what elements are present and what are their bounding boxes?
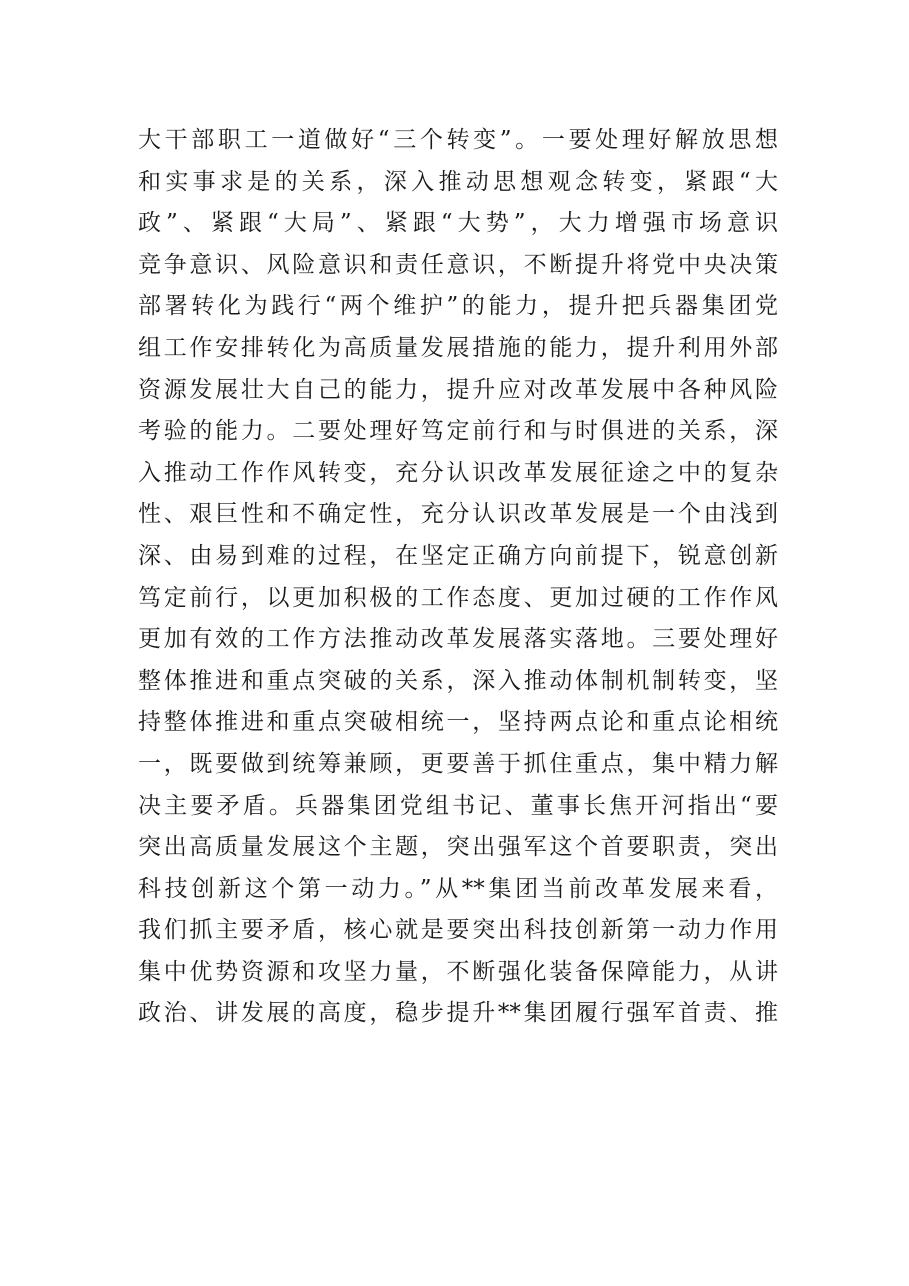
text-line: 政治、讲发展的高度，稳步提升**集团履行强军首责、推: [138, 1000, 778, 1027]
text-line: 持整体推进和重点突破相统一，坚持两点论和重点论相统: [138, 709, 778, 736]
text-line: 考验的能力。二要处理好笃定前行和与时俱进的关系，深: [138, 418, 778, 445]
body-text: [138, 120, 778, 1035]
text-line: 入推动工作作风转变，充分认识改革发展征途之中的复杂: [138, 459, 778, 486]
text-line: 性、艰巨性和不确定性，充分认识改革发展是一个由浅到: [138, 501, 778, 528]
text-line: 笃定前行，以更加积极的工作态度、更加过硬的工作作风: [138, 584, 778, 611]
text-line: 部署转化为践行“两个维护”的能力，提升把兵器集团党: [138, 293, 778, 320]
text-line: 资源发展壮大自己的能力，提升应对改革发展中各种风险: [138, 376, 778, 403]
text-line: 大干部职工一道做好“三个转变”。一要处理好解放思想: [138, 127, 778, 153]
text-line: 科技创新这个第一动力。”从**集团当前改革发展来看，: [138, 875, 778, 902]
text-line: 突出高质量发展这个主题，突出强军这个首要职责，突出: [138, 834, 778, 861]
text-line: 深、由易到难的过程，在坚定正确方向前提下，锐意创新: [138, 542, 778, 569]
text-line: 决主要矛盾。兵器集团党组书记、董事长焦开河指出“要: [138, 792, 778, 819]
text-line: 更加有效的工作方法推动改革发展落实落地。三要处理好: [138, 626, 778, 653]
text-line: 组工作安排转化为高质量发展措施的能力，提升利用外部: [138, 334, 778, 361]
text-line: 整体推进和重点突破的关系，深入推动体制机制转变，坚: [138, 667, 778, 694]
text-line: 政”、紧跟“大局”、紧跟“大势”，大力增强市场意识: [138, 210, 778, 237]
text-line: 一，既要做到统筹兼顾，更要善于抓住重点，集中精力解: [138, 750, 778, 777]
text-line: 和实事求是的关系，深入推动思想观念转变，紧跟“大: [138, 168, 778, 195]
text-line: 集中优势资源和攻坚力量，不断强化装备保障能力，从讲: [138, 958, 778, 985]
text-line: 竞争意识、风险意识和责任意识，不断提升将党中央决策: [138, 251, 778, 278]
text-line: 我们抓主要矛盾，核心就是要突出科技创新第一动力作用: [138, 917, 778, 944]
